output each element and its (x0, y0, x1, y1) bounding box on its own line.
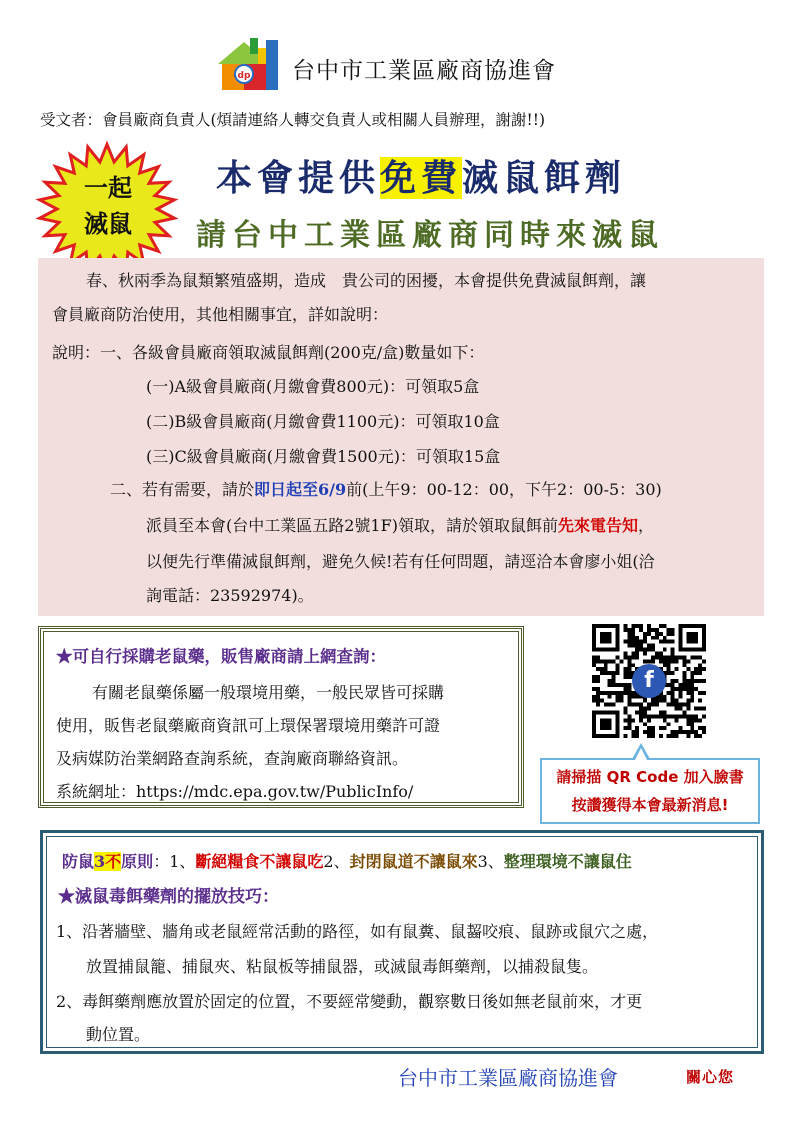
burst-line-2: 滅鼠 (84, 210, 132, 238)
qr-callout-line-2: 按讚獲得本會最新消息! (571, 796, 729, 814)
burst-line-1: 一起 (84, 174, 132, 202)
burst-label (56, 170, 160, 242)
rule-label-d: 原則 (121, 852, 154, 871)
intro-line-2: 會員廠商防治使用，其他相關事宜，詳如說明： (52, 305, 389, 324)
rule-label-b: 3 (94, 852, 106, 871)
main-title-part2: 滅鼠餌劑 (462, 157, 627, 199)
tip-1-line-1: 1、沿著牆壁、牆角或老鼠經常活動的路徑，如有鼠糞、鼠齧咬痕、鼠跡或鼠穴之處， (56, 922, 659, 941)
purchase-line-2: 使用，販售老鼠藥廠商資訊可上環保署環境用藥許可證 (56, 716, 441, 735)
item-2-line-3: 以便先行準備滅鼠餌劑，避免久候!若有任何問題，請逕洽本會廖小姐(洽 (146, 552, 655, 571)
tip-2-line-2: 動位置。 (86, 1025, 151, 1044)
tip-2-line-1: 2、毒餌藥劑應放置於固定的位置，不要經常變動，觀察數日後如無老鼠前來，才更 (56, 992, 643, 1011)
intro-line-1: 春、秋兩季為鼠類繁殖盛期，造成 貴公司的困擾，本會提供免費滅鼠餌劑，讓 (86, 271, 647, 290)
rule-label-c: 不 (105, 852, 122, 871)
purchase-line-1: 有關老鼠藥係屬一般環境用藥，一般民眾皆可採購 (92, 683, 445, 702)
purchase-line-3: 及病媒防治業網路查詢系統，查詢廠商聯絡資訊。 (56, 749, 409, 768)
item-2-date: 即日起至6/9 (254, 480, 347, 499)
item-2-pre: 二、若有需要，請於 (110, 480, 255, 499)
main-title (216, 150, 626, 201)
rule-3: 整理環境不讓鼠住 (503, 852, 632, 871)
item-1-c: (三)C級會員廠商(月繳會費1500元)：可領取15盒 (146, 447, 501, 466)
tip-1-line-2: 放置捕鼠籠、捕鼠夾、粘鼠板等捕鼠器，或滅鼠毒餌藥劑，以捕殺鼠隻。 (86, 957, 599, 976)
org-title: 台中市工業區廠商協進會 (292, 58, 556, 84)
item-2-post: 前(上午9：00-12：00，下午2：00-5：30) (346, 480, 662, 499)
main-title-part1: 本會提供 (216, 157, 381, 199)
rule-1: 斷絕糧食不讓鼠吃 (195, 852, 324, 871)
svg-text:dp: dp (237, 71, 251, 81)
qr-callout-line-1: 請掃描 QR Code 加入臉書 (556, 768, 744, 786)
rule-sep-3: 3、 (477, 852, 504, 871)
rule-2: 封閉鼠道不讓鼠來 (349, 852, 478, 871)
purchase-url[interactable]: 系統網址：https://mdc.epa.gov.tw/PublicInfo/ (56, 782, 414, 801)
footer-org: 台中市工業區廠商協進會 (398, 1066, 618, 1090)
item-1-b: (二)B級會員廠商(月繳會費1100元)：可領取10盒 (146, 412, 500, 431)
footer-care: 關心您 (686, 1068, 735, 1086)
rule-sep-1: ：1、 (153, 852, 196, 871)
placement-tips-heading: ★滅鼠毒餌藥劑的擺放技巧： (58, 887, 279, 907)
purchase-title: ★可自行採購老鼠藥，販售廠商請上網查詢： (56, 647, 386, 666)
sub-title: 請台中工業區廠商同時來滅鼠 (196, 218, 664, 253)
item-1-a: (一)A級會員廠商(月繳會費800元)：可領取5盒 (146, 377, 480, 396)
item-2-line-1 (110, 477, 662, 500)
item-2-line-4: 詢電話：23592974)。 (146, 586, 314, 605)
callout-pointer-inner (635, 748, 647, 760)
item-2-line-2-post: ， (637, 516, 654, 535)
association-logo-icon (214, 34, 280, 94)
recipient-line: 受文者：會員廠商負責人(煩請連絡人轉交負責人或相關人員辦理，謝謝!!) (40, 111, 546, 129)
facebook-icon: f (632, 664, 666, 698)
item-1: 說明：一、各級會員廠商領取滅鼠餌劑(200克/盒)數量如下： (52, 343, 485, 362)
rule-sep-2: 2、 (323, 852, 350, 871)
item-2-line-2-pre: 派員至本會(台中工業區五路2號1F)領取，請於領取鼠餌前 (146, 516, 558, 535)
item-2-line-2 (146, 513, 654, 536)
rule-label-a: 防鼠 (62, 852, 95, 871)
rat-prevention-rules (62, 849, 632, 872)
main-title-highlight: 免費 (380, 157, 463, 199)
call-first-notice: 先來電告知 (557, 516, 638, 535)
